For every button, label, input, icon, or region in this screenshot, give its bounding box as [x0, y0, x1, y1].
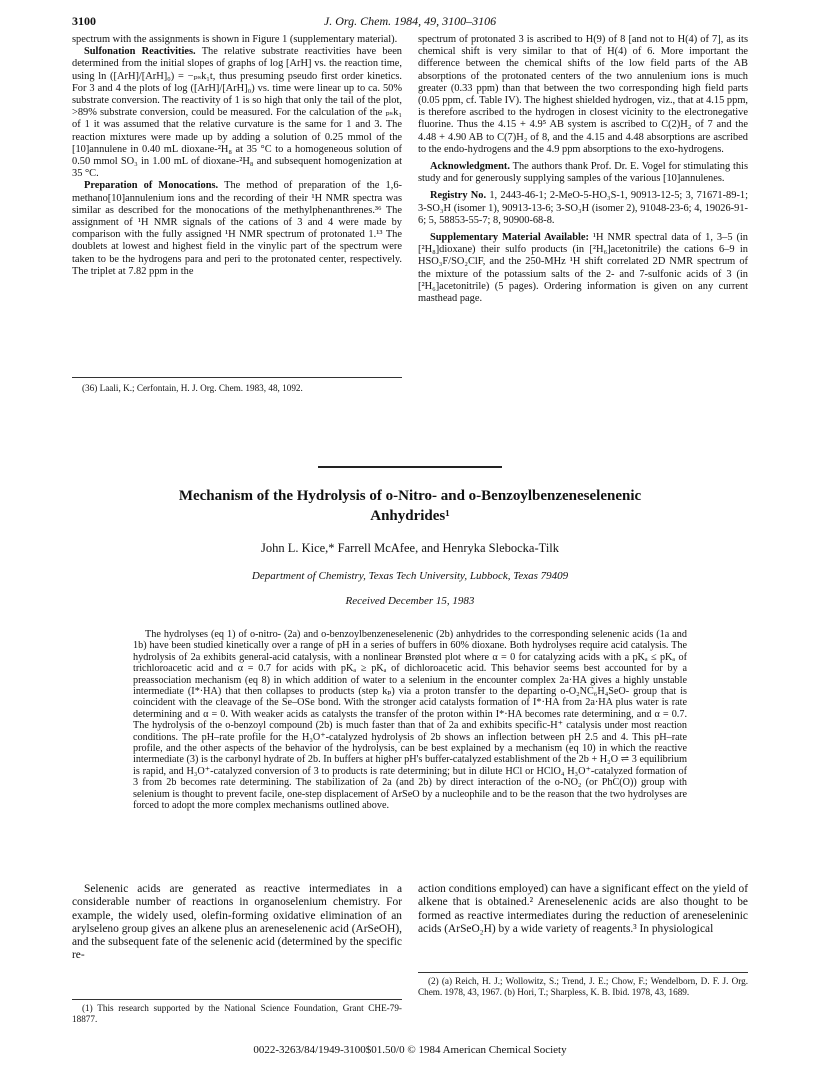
paragraph: spectrum of protonated 3 is ascribed to H(9) of 8 [and not to H(4) of 7], as its chemical shift is very similar to that of H(4) of 6. More important the difference between the chemical shifts of the low field parts of the AB absorptions of the protonated centers of the two annulenium ions is much greater (0.33 ppm) than that between the two corresponding high field parts (0.05 ppm, cf. Table IV). The highest shielded hydrogen, viz., that at 4.15 ppm, is therefore ascribed to the hydrogen in closest vicinity to the electronegative fluorine. Thus the 4.15 + 4.9⁵ AB system is ascribed to C(2)H₂ of 7 and the 4.48 + 4.90 AB to C(7)H₂ of 8, and the 4.15 and 4.48 absorptions are ascribed to the endo-hydrogens and the 4.9 ppm absorptions to the exo-hydrogens. — [418, 34, 748, 155]
paragraph — [72, 46, 402, 180]
paragraph: spectrum with the assignments is shown in Figure 1 (supplementary material). — [72, 34, 398, 45]
paragraph-body: The authors thank Prof. Dr. E. Vogel for stimulating this study and for generously supplying samples of the various [10]annulenes. — [418, 161, 748, 185]
footnote: (36) Laali, K.; Cerfontain, H. J. Org. Chem. 1983, 48, 1092. — [82, 383, 303, 393]
paragraph-body: ¹H NMR spectral data of 1, 3–5 (in [²H₈]dioxane) their sulfo products (in [²H₆]acetonitrile) the cations 6–9 in HSO₃F/SO₂ClF, and the 250-MHz ¹H shift correlated 2D NMR spectrum of the mixture of the potassium salts of the 2- and 7-sulfonic acids of 3 (in [²H₆]acetonitrile) (5 pages). Ordering information is given on any current masthead page. — [418, 232, 748, 305]
section-head: Supplementary Material Available: — [430, 232, 589, 244]
footnote — [72, 1003, 402, 1025]
footnote — [418, 976, 748, 998]
journal-citation: J. Org. Chem. 1984, 49, 3100–3106 — [323, 14, 497, 28]
intro-left — [72, 883, 402, 963]
section-head: Acknowledgment. — [430, 161, 510, 173]
affiliation: Department of Chemistry, Texas Tech University, Lubbock, Texas 79409 — [251, 570, 569, 582]
abstract-text: The hydrolyses (eq 1) of o-nitro- (2a) and o-benzoylbenzeneselenenic (2b) anhydrides to the corresponding selenenic acids (1a and 1b) have been studied kinetically over a range of pH in a series of buffers in 60% dioxane. Both hydrolyses require acid catalysis. The hydrolysis of 2a exhibits general-acid catalysis, with a nonlinear Brønsted plot where α = 0 for catalyzing acids with a pKₐ ≤ pKₐ of trichloroacetic acid and α = 0.7 for acids with pKₐ ≥ pKₐ of dichloroacetic acid. This behavior seems best accounted for by a preassociation mechanism (eq 8) in which addition of water to a selenium in the encounter complex 2a·HA gives a highly unstable intermediate (I*·HA) that then collapses to products (step kₚ) via a proton transfer to the departing o-O₂NC₆H₄SeO- group that is coincident with the cleavage of the Se–OSe bond. With the stronger acid catalysts formation of I*·HA from 2a·HA plus water is rate determining and α = 0. With weaker acids as catalysts the transfer of the proton within I*·HA becomes rate determining, and α = 0.7. The hydrolysis of the o-benzoyl compound (2b) is much faster than that of 2a and exhibits specific-H⁺ catalysis under most reaction conditions. The pH–rate profile for the H₃O⁺-catalyzed hydrolysis of 2b shows an inflection between pH 2.5 and 4. This pH–rate profile, and the other aspects of the behavior of the hydrolysis, can be best explained by a mechanism (eq 10) in which the reactive intermediate (3) is the carbonyl hydrate of 2b. In buffers at higher pH's buffer-catalyzed establishment of the 2b + H₂O ⇌ 3 equilibrium is rapid, and H₃O⁺-catalyzed conversion of 3 to products is rate determining; but in dilute HCl or HClO₄ H₃O⁺-catalyzed formation of 3 from 2b becomes rate determining. The stabilization of 2a (and 2b) by direct interaction of the o-NO₂ (or PhC(O)) group with selenium is thought to prevent facile, one-step displacement of ArSeO by a nucleophile and to be the reason that the two hydrolyses are forced to adopt the more complex mechanisms outlined above. — [133, 629, 687, 812]
paragraph — [418, 232, 748, 305]
section-head: Sulfonation Reactivities. — [84, 46, 196, 58]
intro-right — [418, 883, 748, 936]
paragraph-body: 1, 2443-46-1; 2-MeO-5-HO₃S-1, 90913-12-5; 3, 71671-89-1; 3-SO₃H (isomer 1), 90913-13-6; 3-SO₃H (isomer 2), 91048-23-6; 4, 19026-91-6; 5, 58853-55-7; 8, 90900-68-8. — [418, 190, 748, 226]
paragraph: Selenenic acids are generated as reactive intermediates in a considerable number of reactions in organoselenium chemistry. For example, the widely used, olefin-forming oxidative elimination of an arylseleno group gives an alkene plus an areneselenenic acid (ArSeOH), and the subsequent fate of the selenenic acid (determined by the specific re- — [72, 883, 402, 962]
section-head: Preparation of Monocations. — [84, 180, 219, 192]
section-head: Registry No. — [430, 190, 487, 202]
received-date: Received December 15, 1983 — [345, 595, 475, 607]
right-column — [418, 34, 748, 305]
paragraph — [418, 161, 748, 185]
authors: John L. Kice,* Farrell McAfee, and Henryka Slebocka-Tilk — [260, 541, 560, 555]
article-separator — [318, 466, 502, 468]
page-number: 3100 — [72, 14, 96, 28]
footnote-rule — [72, 377, 402, 378]
paragraph — [418, 190, 748, 227]
abstract — [133, 629, 687, 812]
left-column — [72, 34, 402, 278]
footnote-rule — [72, 999, 402, 1000]
paragraph — [72, 180, 402, 278]
title-line: Mechanism of the Hydrolysis of o-Nitro- and o-Benzoylbenzeneselenenic — [178, 488, 642, 504]
page-footer: 0022-3263/84/1949-3100$01.50/0 © 1984 American Chemical Society — [253, 1044, 567, 1056]
title-line: Anhydrides¹ — [370, 508, 450, 524]
paragraph: action conditions employed) can have a significant effect on the yield of alkene that is obtained.² Areneselenenic acids are also thought to be formed as reactive intermediates during the reduction of areneseleninic acids (ArSeO₂H) by a wide variety of reagents.³ In physiological — [418, 883, 748, 935]
footnote-text: (2) (a) Reich, H. J.; Wollowitz, S.; Trend, J. E.; Chow, F.; Wendelborn, D. F. J. Org. Chem. 1978, 43, 1967. (b) Hori, T.; Sharpless, K. B. Ibid. 1978, 43, 1689. — [418, 976, 748, 997]
paragraph-body: The method of preparation of the 1,6-methano[10]annulenium ions and the recording of their ¹H NMR spectra was similar as described for the monocations of the methylphenanthrenes.³⁶ The assignment of ¹H NMR signals of the cations of 3 and 4 were made by comparison with the fully assigned ¹H NMR spectrum of protonated 1.¹³ The doublets at lowest and highest field in the vinylic part of the spectrum were taken to be the hydrogens para and peri to the protonated center, respectively. The triplet at 7.82 ppm in the — [72, 180, 402, 277]
footnote-rule — [418, 972, 748, 973]
paragraph-body: The relative substrate reactivities have been determined from the initial slopes of graphs of log [ArH] vs. the reaction time, using ln ([ArH]/[ArH]₀) = −ₚₛk₁t, thus presuming pseudo first order kinetics. For 3 and 4 the plots of log ([ArH]/[ArH]₀) vs. time were linear up to ca. 50% substrate conversion. The reactivity of 1 is so high that only the tail of the plot, >89% substrate conversion, could be measured. For the calculation of the ₚₛk₁ of 1 it was assumed that the relative curvature is the same for 1 and 3. The reaction mixtures were made up by adding a solution of 0.25 mmol of the [10]annulene in 0.40 mL dioxane-²H₈ at 35 °C to a homogeneous solution of 0.50 mmol SO₃ in 1.00 mL of dioxane-²H₈ and subsequent homogenization at 35 °C. — [72, 46, 402, 180]
footnote-text: (1) This research supported by the National Science Foundation, Grant CHE-79-18877. — [72, 1003, 402, 1024]
article-title — [120, 486, 700, 526]
